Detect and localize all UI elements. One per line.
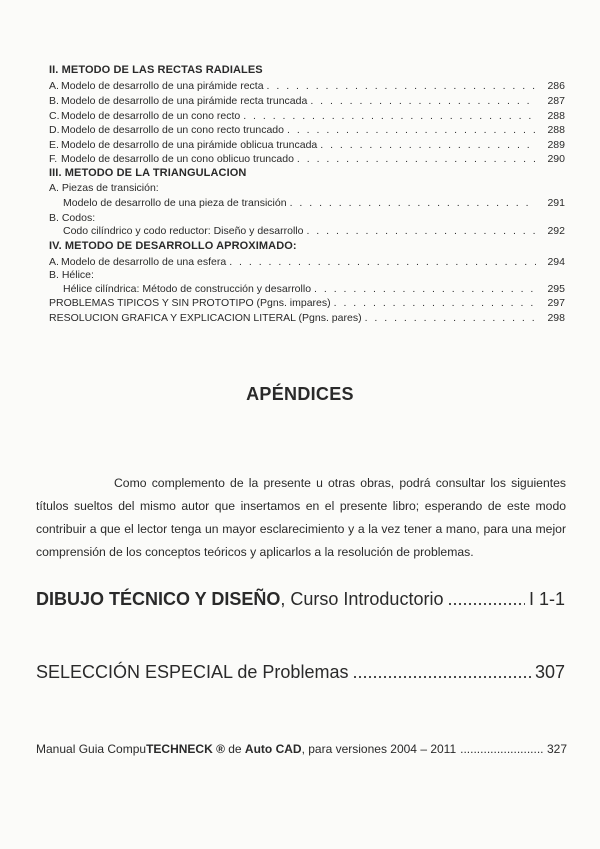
appendices-title: APÉNDICES (246, 384, 354, 404)
toc-entry: C. Modelo de desarrollo de un cono recto . . . 288 (49, 110, 565, 123)
toc-entry: E. Modelo de desarrollo de una pirámide oblicua truncada . . . 289 (49, 139, 565, 152)
toc-entry: A. Modelo de desarrollo de una pirámide recta . . . 286 (49, 80, 565, 93)
appendix-entry: Manual Guia Compu TECHNECK ® de Auto CAD , para versiones 2004 – 2011 ..... 327 (36, 742, 567, 756)
toc-entry: B. Modelo de desarrollo de una pirámide recta truncada . . . 287 (49, 95, 565, 108)
toc-entry: F. Modelo de desarrollo de un cono oblicuo truncado . . . 290 (49, 153, 565, 166)
toc-entry: RESOLUCION GRAFICA Y EXPLICACION LITERAL (Pgns. pares) . . . 298 (49, 312, 565, 325)
section-heading: IV. METODO DE DESARROLLO APROXIMADO: (49, 240, 297, 252)
subsection-label: B. Hélice: (49, 269, 94, 281)
toc-entry: PROBLEMAS TIPICOS Y SIN PROTOTIPO (Pgns. impares) . . . 297 (49, 297, 565, 310)
toc-entry: Modelo de desarrollo de una pieza de transición . . . 291 (63, 197, 565, 210)
section-heading: III. METODO DE LA TRIANGULACION (49, 167, 247, 179)
appendix-entry: SELECCIÓN ESPECIAL de Problemas ..... 307 (36, 662, 565, 683)
toc-entry: Hélice cilíndrica: Método de construcción y desarrollo . . . 295 (63, 283, 565, 296)
appendix-entry: DIBUJO TÉCNICO Y DISEÑO , Curso Introductorio ..... I 1-1 (36, 589, 565, 610)
section-heading: II. METODO DE LAS RECTAS RADIALES (49, 64, 263, 76)
toc-entry: Codo cilíndrico y codo reductor: Diseño y desarrollo . . . 292 (63, 225, 565, 238)
toc-entry: D. Modelo de desarrollo de un cono recto truncado . . . 288 (49, 124, 565, 137)
toc-entry: A. Modelo de desarrollo de una esfera . . . 294 (49, 256, 565, 269)
appendices-paragraph: Como complemento de la presente u otras obras, podrá consultar los siguientes títulos sueltos del mismo autor que insertamos en el presente libro; esperando de este modo contribuir a que el lector tenga un mayor esclarecimiento y a la vez tener a mano, para una mejor comprensión de los conceptos teóricos y aplicarlos a la resolución de problemas. (36, 476, 566, 559)
subsection-label: A. Piezas de transición: (49, 182, 159, 194)
subsection-label: B. Codos: (49, 212, 96, 224)
